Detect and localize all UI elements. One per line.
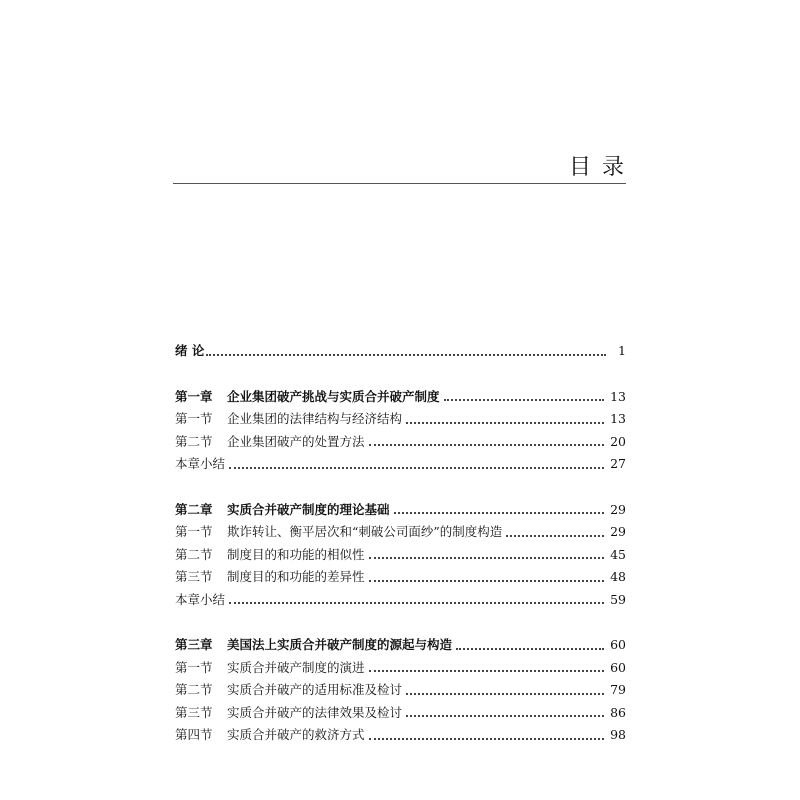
- leader-dots: [229, 467, 604, 469]
- section-title: 实质合并破产的法律效果及检讨: [227, 704, 403, 720]
- page-number: 13: [610, 411, 626, 426]
- page-number: 13: [610, 388, 626, 404]
- toc-chapter[interactable]: [175, 634, 626, 657]
- section-title: 实质合并破产的救济方式: [227, 727, 365, 742]
- section-label: 第四节: [175, 727, 213, 742]
- page-number: 98: [610, 727, 626, 742]
- leader-dots: [506, 535, 604, 537]
- chapter-title: 实质合并破产制度的理论基础: [227, 501, 390, 517]
- page-title: 目 录: [569, 155, 626, 180]
- leader-dots: [369, 444, 605, 446]
- toc-intro[interactable]: [175, 340, 626, 363]
- section-title: 企业集团的法律结构与经济结构: [227, 411, 403, 426]
- section-title: 制度目的和功能的相似性: [227, 546, 365, 562]
- page-number: 45: [610, 546, 626, 562]
- page-number: 20: [610, 433, 626, 449]
- toc-section[interactable]: [175, 408, 626, 431]
- section-label: 第二节: [175, 433, 213, 449]
- page-number: 79: [610, 682, 626, 697]
- section-title: 实质合并破产制度的演进: [227, 659, 365, 675]
- page-number: 60: [610, 637, 626, 652]
- toc-section[interactable]: [175, 589, 626, 612]
- toc-chapter[interactable]: [175, 386, 626, 409]
- toc-section[interactable]: [175, 453, 626, 476]
- section-title: 制度目的和功能的差异性: [227, 569, 365, 584]
- chapter-title: 美国法上实质合并破产制度的源起与构造: [227, 637, 453, 652]
- chapter-label: 第一章: [175, 388, 213, 404]
- toc-section[interactable]: [175, 521, 626, 544]
- leader-dots: [369, 738, 605, 740]
- intro-label: 绪 论: [175, 343, 205, 358]
- page-number: 27: [610, 456, 626, 471]
- page-number: 29: [610, 501, 626, 517]
- leader-dots: [406, 693, 604, 695]
- chapter-label: 第三章: [175, 637, 213, 652]
- toc-section[interactable]: [175, 544, 626, 567]
- section-title: 企业集团破产的处置方法: [227, 433, 365, 449]
- section-label: 第二节: [175, 546, 213, 562]
- section-label: 第一节: [175, 524, 213, 539]
- section-label: 第一节: [175, 659, 213, 675]
- section-title: 实质合并破产的适用标准及检讨: [227, 682, 403, 697]
- section-label: 第一节: [175, 411, 213, 426]
- leader-dots: [444, 399, 605, 401]
- leader-dots: [406, 715, 604, 717]
- leader-dots: [369, 580, 605, 582]
- chapter-label: 第二章: [175, 501, 213, 517]
- leader-dots: [456, 648, 604, 650]
- page-number: 60: [610, 659, 626, 675]
- page-number: 86: [610, 704, 626, 720]
- toc-section[interactable]: [175, 702, 626, 725]
- toc-section[interactable]: [175, 679, 626, 702]
- section-label: 第三节: [175, 569, 213, 584]
- leader-dots: [394, 512, 605, 514]
- toc-section[interactable]: [175, 566, 626, 589]
- section-label: 第三节: [175, 704, 213, 720]
- leader-dots: [369, 557, 605, 559]
- leader-dots: [206, 354, 606, 356]
- toc-section[interactable]: [175, 431, 626, 454]
- toc-section[interactable]: [175, 724, 626, 747]
- chapter-title: 企业集团破产挑战与实质合并破产制度: [227, 388, 440, 404]
- leader-dots: [369, 670, 605, 672]
- toc-chapter[interactable]: [175, 499, 626, 522]
- table-of-contents: [175, 340, 626, 747]
- leader-dots: [406, 422, 604, 424]
- section-title: 本章小结: [175, 591, 226, 607]
- page-number: 1: [618, 343, 626, 358]
- chapter-gap: [175, 363, 626, 386]
- page-number: 48: [610, 569, 626, 584]
- chapter-gap: [175, 476, 626, 499]
- leader-dots: [229, 602, 604, 604]
- page-number: 29: [610, 524, 626, 539]
- section-title: 欺诈转让、衡平居次和“刺破公司面纱”的制度构造: [227, 524, 503, 539]
- toc-section[interactable]: [175, 657, 626, 680]
- section-title: 本章小结: [175, 456, 226, 471]
- chapter-gap: [175, 611, 626, 634]
- section-label: 第二节: [175, 682, 213, 697]
- page-number: 59: [610, 591, 626, 607]
- title-rule: [173, 183, 626, 184]
